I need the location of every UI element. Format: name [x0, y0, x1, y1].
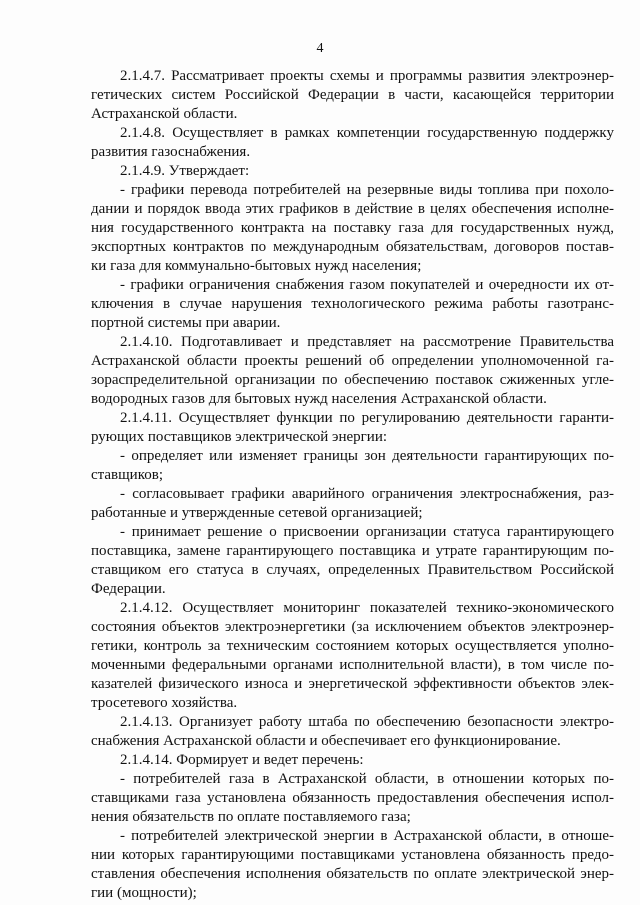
- text-line: экспортных контрактов по международным обязательствам, договоров постав-: [91, 239, 614, 255]
- text-line: работанные и утвержденные сетевой организацией;: [91, 505, 423, 521]
- text-line: дании и порядок ввода этих графиков в действие в целях обеспечения исполне-: [91, 201, 614, 217]
- text-line: - графики перевода потребителей на резервные виды топлива при похоло-: [120, 182, 614, 198]
- text-line: Астраханской области проекты решений об определении уполномоченной га-: [91, 353, 614, 369]
- text-line: поставщика, замене гарантирующего поставщика и утрате гарантирующим по-: [91, 543, 614, 559]
- text-line: 2.1.4.10. Подготавливает и представляет на рассмотрение Правительства: [120, 334, 614, 350]
- text-line: снабжения Астраханской области и обеспечивает его функционирование.: [91, 733, 561, 749]
- text-line: Астраханской области.: [91, 106, 238, 122]
- text-line: зораспределительной организации по обеспечению поставок сжиженных угле-: [91, 372, 614, 388]
- text-line: - согласовывает графики аварийного ограничения электроснабжения, раз-: [120, 486, 614, 502]
- text-line: нения обязательств по оплате поставляемого газа;: [91, 809, 411, 825]
- text-line: казателей физического износа и энергетической эффективности объектов элек-: [91, 676, 614, 692]
- text-line: развития газоснабжения.: [91, 144, 251, 160]
- text-line: гетики, контроль за техническим состоянием которых осуществляется уполно-: [91, 638, 614, 654]
- text-line: гетических систем Российской Федерации в части, касающейся территории: [91, 87, 614, 103]
- text-line: 2.1.4.11. Осуществляет функции по регулированию деятельности гаранти-: [120, 410, 614, 426]
- page-number: 4: [316, 41, 324, 56]
- text-line: - потребителей газа в Астраханской области, в отношении которых по-: [120, 771, 614, 787]
- text-line: - определяет или изменяет границы зон деятельности гарантирующих по-: [120, 448, 614, 464]
- text-line: моченными федеральными органами исполнительной власти), в том числе по-: [91, 657, 614, 673]
- text-line: ставления обеспечения исполнения обязательств по оплате электрической энер-: [91, 866, 614, 882]
- text-line: 2.1.4.12. Осуществляет мониторинг показателей технико-экономического: [120, 600, 614, 616]
- text-line: - принимает решение о присвоении организации статуса гарантирующего: [120, 524, 614, 540]
- text-line: 2.1.4.8. Осуществляет в рамках компетенции государственную поддержку: [120, 125, 614, 141]
- text-line: тросетевого хозяйства.: [91, 695, 238, 711]
- text-line: 2.1.4.13. Организует работу штаба по обеспечению безопасности электро-: [120, 714, 614, 730]
- text-line: ставщиков;: [91, 467, 163, 483]
- text-line: ключения в случае нарушения технологического режима работы газотранс-: [91, 296, 614, 312]
- text-line: ки газа для коммунально-бытовых нужд населения;: [91, 258, 422, 274]
- text-line: - графики ограничения снабжения газом покупателей и очередности их от-: [120, 277, 614, 293]
- text-line: - потребителей электрической энергии в Астраханской области, в отноше-: [120, 828, 614, 844]
- text-line: ставщиком его статуса в случаях, определенных Правительством Российской: [91, 562, 614, 578]
- text-line: портной системы при аварии.: [91, 315, 281, 331]
- text-line: водородных газов для бытовых нужд населения Астраханской области.: [91, 391, 547, 407]
- text-line: 2.1.4.7. Рассматривает проекты схемы и программы развития электроэнер-: [120, 68, 614, 84]
- text-line: 2.1.4.9. Утверждает:: [120, 163, 250, 179]
- text-line: ставщиками газа установлена обязанность предоставления обеспечения испол-: [91, 790, 614, 806]
- text-line: состояния объектов электроэнергетики (за исключением объектов электроэнер-: [91, 619, 614, 635]
- text-line: гии (мощности);: [91, 885, 197, 901]
- text-line: ния государственного контракта на поставку газа для государственных нужд,: [91, 220, 614, 236]
- text-line: нии которых гарантирующими поставщиками установлена обязанность предо-: [91, 847, 614, 863]
- text-line: 2.1.4.14. Формирует и ведет перечень:: [120, 752, 364, 768]
- text-line: рующих поставщиков электрической энергии:: [91, 429, 388, 445]
- text-line: Федерации.: [91, 581, 166, 597]
